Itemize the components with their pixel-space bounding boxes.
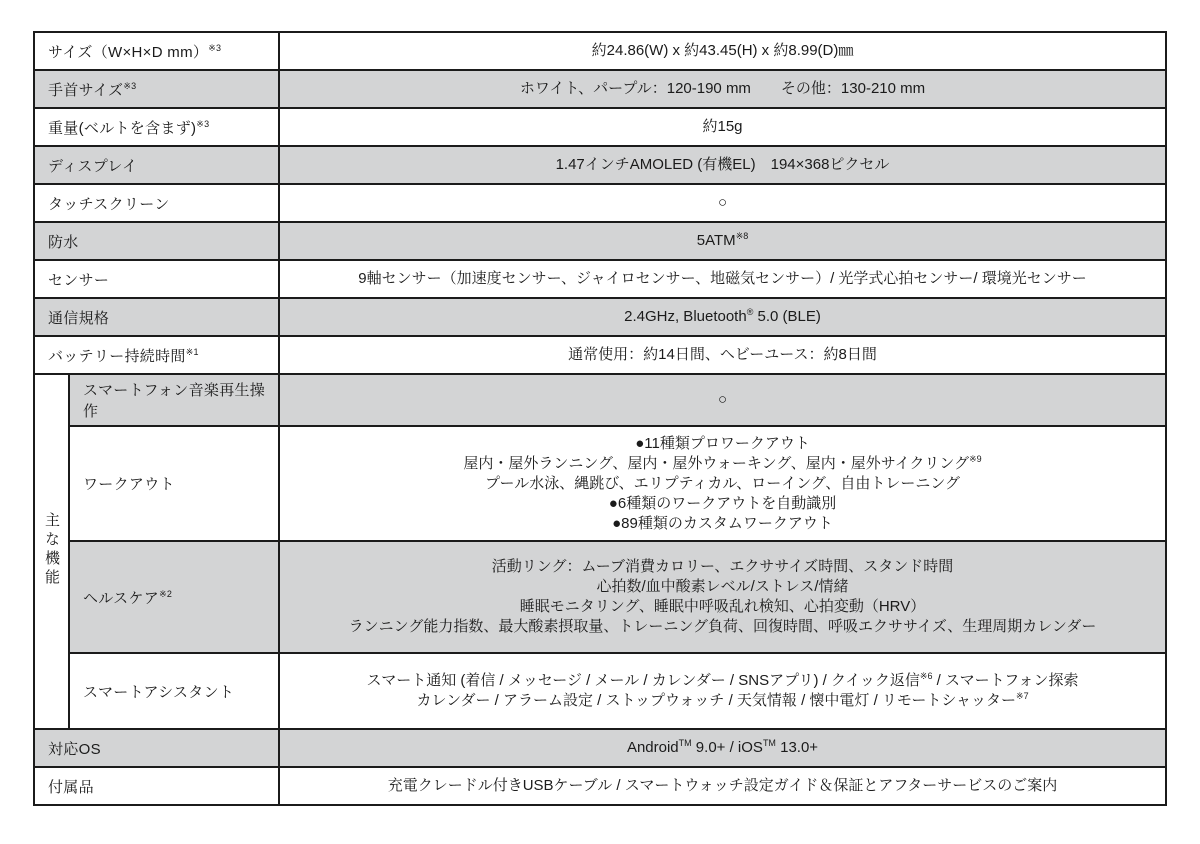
text-segment: ●11種類プロワークアウト <box>635 434 810 452</box>
value-line <box>290 514 1155 534</box>
row-label-smart-assistant <box>69 653 279 729</box>
text-segment: 付属品 <box>48 778 94 796</box>
text-segment: Android <box>626 739 679 756</box>
text-segment: プール水泳、縄跳び、エリプティカル、ローイング、自由トレーニング <box>484 474 961 492</box>
value-line <box>290 577 1155 597</box>
text-segment: 通常使用：約14日間、ヘビーユース：約8日間 <box>568 346 877 363</box>
row-label-supported-os <box>34 729 279 767</box>
text-segment: ●6種類のワークアウトを自動識別 <box>608 494 837 512</box>
footnote-mark: ※7 <box>1016 691 1029 701</box>
value-line <box>290 671 1155 691</box>
text-segment: 9軸センサー（加速度センサー、ジャイロセンサー、地磁気センサー）/ 光学式心拍センサー/ 環境光センサー <box>358 270 1087 287</box>
footnote-mark: ※9 <box>969 453 982 464</box>
row-label-connectivity <box>34 298 279 336</box>
spec-table-body <box>34 32 1166 805</box>
value-line <box>290 691 1155 711</box>
text-segment: ○ <box>717 194 728 211</box>
footnote-mark: ※8 <box>735 231 749 241</box>
spec-row-sensors <box>34 260 1166 298</box>
spec-row-music-control <box>34 374 1166 426</box>
spec-row-touchscreen <box>34 184 1166 222</box>
row-value-accessories <box>279 767 1166 805</box>
value-line <box>290 474 1155 494</box>
spec-row-healthcare <box>34 541 1166 653</box>
text-segment: バッテリー持続時間 <box>48 347 186 365</box>
value-line <box>290 193 1155 213</box>
text-segment: ディスプレイ <box>48 157 138 175</box>
row-value-size <box>279 32 1166 70</box>
value-line <box>290 494 1155 514</box>
text-segment: ワークアウト <box>83 476 175 493</box>
row-label-wrist-size <box>34 70 279 108</box>
value-line <box>290 434 1155 454</box>
footnote-mark: ※3 <box>196 118 210 129</box>
spec-row-display <box>34 146 1166 184</box>
value-line <box>290 617 1155 637</box>
row-label-size <box>34 32 279 70</box>
row-label-battery-life <box>34 336 279 374</box>
row-value-connectivity <box>279 298 1166 336</box>
text-segment: サイズ（W×H×D mm） <box>48 43 209 61</box>
value-line <box>290 345 1155 365</box>
text-segment: スマート通知 (着信 / メッセージ / メール / カレンダー / SNSアプリ) / クイック返信 <box>366 672 920 689</box>
value-line <box>290 557 1155 577</box>
value-line <box>290 390 1155 410</box>
row-value-smart-assistant <box>279 653 1166 729</box>
text-segment: ホワイト、パープル：120-190 mm その他：130-210 mm <box>519 80 926 97</box>
text-segment: 手首サイズ <box>48 81 124 99</box>
footnote-mark: ※1 <box>185 346 199 357</box>
spec-row-size <box>34 32 1166 70</box>
text-segment: 約24.86(W) x 約43.45(H) x 約8.99(D)㎜ <box>591 42 854 59</box>
value-line <box>290 269 1155 289</box>
spec-row-weight <box>34 108 1166 146</box>
value-line <box>290 155 1155 175</box>
text-segment: 防水 <box>48 233 79 251</box>
text-segment: ●89種類のカスタムワークアウト <box>612 514 833 532</box>
text-segment: 充電クレードル付きUSBケーブル / スマートウォッチ設定ガイド＆保証とアフターサービスのご案内 <box>387 777 1058 794</box>
spec-row-supported-os <box>34 729 1166 767</box>
value-line <box>290 597 1155 617</box>
text-segment: 通信規格 <box>48 309 110 327</box>
row-value-battery-life <box>279 336 1166 374</box>
text-segment: 1.47インチAMOLED (有機EL) 194×368ピクセル <box>555 156 890 173</box>
text-segment: 重量(ベルトを含まず) <box>48 119 197 137</box>
text-segment: 9.0+ / iOS <box>691 739 763 756</box>
value-line <box>290 79 1155 99</box>
text-segment: ○ <box>717 391 728 408</box>
spec-row-water-resistance <box>34 222 1166 260</box>
text-segment: 対応OS <box>48 740 101 758</box>
spec-row-smart-assistant <box>34 653 1166 729</box>
text-segment: タッチスクリーン <box>48 195 170 213</box>
spec-row-wrist-size <box>34 70 1166 108</box>
row-value-workout <box>279 426 1166 541</box>
row-value-display <box>279 146 1166 184</box>
row-value-touchscreen <box>279 184 1166 222</box>
value-line <box>290 776 1155 796</box>
text-segment: センサー <box>48 271 110 289</box>
row-label-touchscreen <box>34 184 279 222</box>
text-segment: ランニング能力指数、最大酸素摂取量、トレーニング負荷、回復時間、呼吸エクササイズ、生理周期カレンダー <box>348 618 1097 635</box>
row-label-display <box>34 146 279 184</box>
group-label-cell <box>34 374 69 729</box>
footnote-mark: ※2 <box>159 588 173 599</box>
row-value-water-resistance <box>279 222 1166 260</box>
text-segment: 13.0+ <box>775 739 819 756</box>
text-segment: 活動リング：ムーブ消費カロリー、エクササイズ時間、スタンド時間 <box>491 558 954 575</box>
value-line <box>290 307 1155 327</box>
group-label: 主な機能 <box>43 511 60 588</box>
text-segment: 睡眠モニタリング、睡眠中呼吸乱れ検知、心拍変動（HRV） <box>519 598 926 615</box>
value-line <box>290 117 1155 137</box>
text-segment: カレンダー / アラーム設定 / ストップウォッチ / 天気情報 / 懐中電灯 / リモートシャッター <box>416 692 1017 709</box>
text-segment: 5ATM <box>696 232 736 249</box>
row-label-sensors <box>34 260 279 298</box>
text-segment: / スマートフォン探索 <box>932 672 1079 689</box>
row-value-wrist-size <box>279 70 1166 108</box>
row-label-water-resistance <box>34 222 279 260</box>
row-label-healthcare <box>69 541 279 653</box>
text-segment: 屋内・屋外ランニング、屋内・屋外ウォーキング、屋内・屋外サイクリング <box>463 454 970 472</box>
spec-row-battery-life <box>34 336 1166 374</box>
row-value-sensors <box>279 260 1166 298</box>
text-segment: スマートアシスタント <box>83 683 235 701</box>
text-segment: 5.0 (BLE) <box>753 308 821 325</box>
spec-table <box>33 31 1167 806</box>
spec-row-workout <box>34 426 1166 541</box>
row-value-supported-os <box>279 729 1166 767</box>
text-segment: 心拍数/血中酸素レベル/ストレス/情緒 <box>596 578 849 595</box>
row-value-music-control <box>279 374 1166 426</box>
row-value-weight <box>279 108 1166 146</box>
footnote-mark: ※3 <box>123 80 137 91</box>
text-segment: ヘルスケア <box>83 589 160 607</box>
footnote-mark: ※3 <box>208 42 222 53</box>
spec-row-accessories <box>34 767 1166 805</box>
row-label-music-control <box>69 374 279 426</box>
row-label-accessories <box>34 767 279 805</box>
value-line <box>290 738 1155 758</box>
footnote-mark: TM <box>678 738 692 748</box>
spec-row-connectivity <box>34 298 1166 336</box>
footnote-mark: ® <box>746 307 754 317</box>
text-segment: スマートフォン音楽再生操作 <box>83 382 266 420</box>
text-segment: 2.4GHz, Bluetooth <box>624 308 747 325</box>
value-line <box>290 41 1155 61</box>
row-label-weight <box>34 108 279 146</box>
row-value-healthcare <box>279 541 1166 653</box>
text-segment: 約15g <box>702 118 743 135</box>
row-label-workout <box>69 426 279 541</box>
footnote-mark: TM <box>762 738 776 748</box>
value-line <box>290 231 1155 251</box>
footnote-mark: ※6 <box>919 671 933 681</box>
value-line <box>290 454 1155 474</box>
